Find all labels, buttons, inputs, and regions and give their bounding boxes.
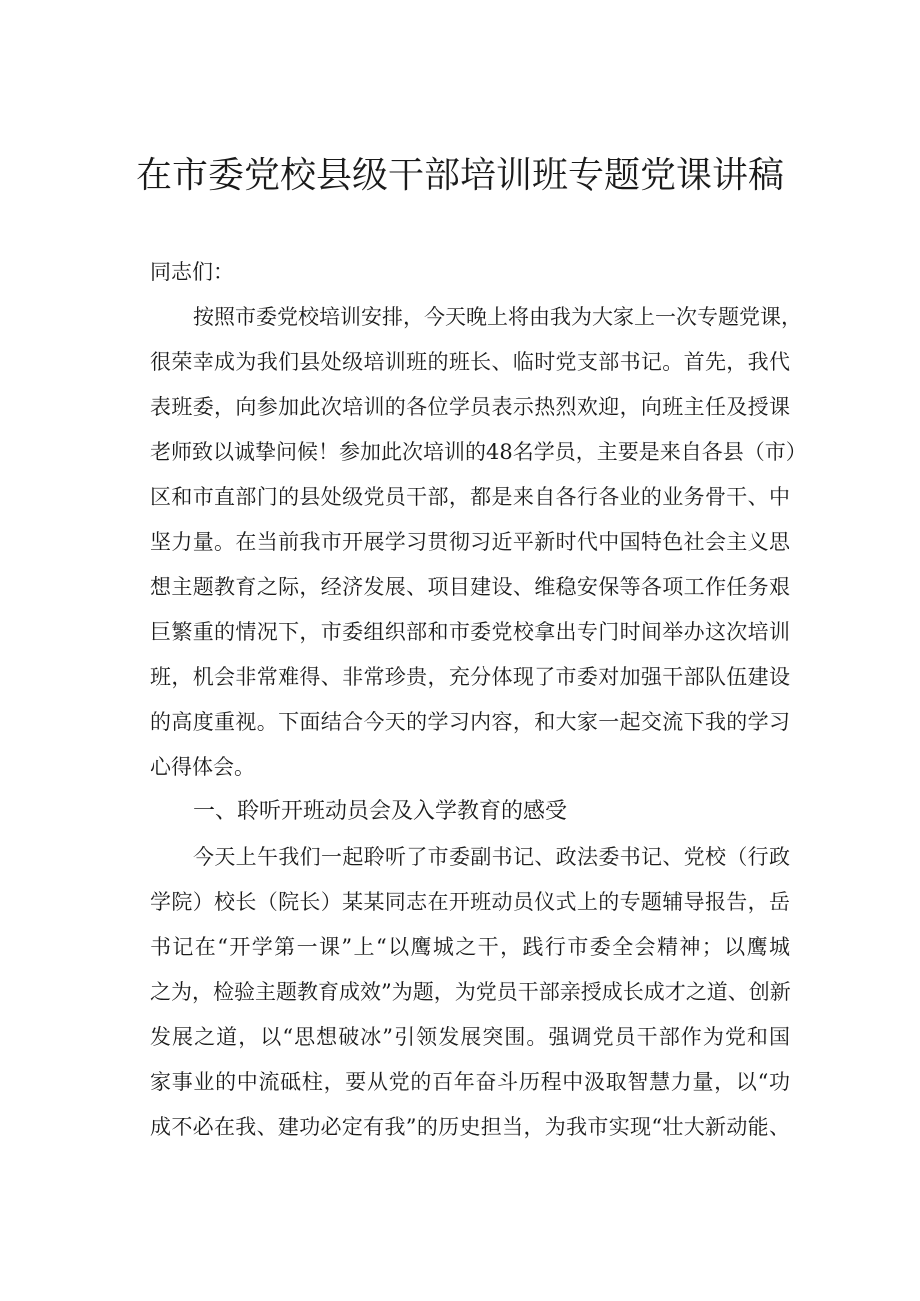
paragraph2-line: 学院）校长（院长）某某同志在开班动员仪式上的专题辅导报告，岳 bbox=[150, 890, 790, 914]
paragraph1-line: 心得体会。 bbox=[150, 755, 255, 779]
paragraph1-line: 巨繁重的情况下，市委组织部和市委党校拿出专门时间举办这次培训 bbox=[150, 620, 790, 644]
paragraph2-line: 成不必在我、建功必定有我”的历史担当，为我市实现“壮大新动能、 bbox=[150, 1115, 790, 1139]
paragraph1-line: 老师致以诚挚问候！参加此次培训的48名学员，主要是来自各县（市） bbox=[150, 440, 807, 464]
paragraph1-line: 坚力量。在当前我市开展学习贯彻习近平新时代中国特色社会主义思 bbox=[150, 530, 790, 554]
paragraph1-line: 想主题教育之际，经济发展、项目建设、维稳安保等各项工作任务艰 bbox=[150, 575, 790, 599]
paragraph2-line: 书记在“开学第一课”上“以鹰城之干，践行市委全会精神；以鹰城 bbox=[150, 935, 790, 959]
salutation: 同志们： bbox=[150, 260, 234, 284]
paragraph2-line: 今天上午我们一起聆听了市委副书记、政法委书记、党校（行政 bbox=[193, 845, 790, 869]
paragraph1-line: 的高度重视。下面结合今天的学习内容，和大家一起交流下我的学习 bbox=[150, 710, 790, 734]
paragraph2-line: 发展之道，以“思想破冰”引领发展突围。强调党员干部作为党和国 bbox=[150, 1025, 790, 1049]
document-title: 在市委党校县级干部培训班专题党课讲稿 bbox=[135, 155, 784, 196]
paragraph1-line: 很荣幸成为我们县处级培训班的班长、临时党支部书记。首先，我代 bbox=[150, 350, 790, 374]
paragraph2-line: 家事业的中流砥柱，要从党的百年奋斗历程中汲取智慧力量，以“功 bbox=[150, 1070, 790, 1094]
section-heading: 一、聆听开班动员会及入学教育的感受 bbox=[193, 799, 568, 824]
paragraph1-line: 按照市委党校培训安排，今天晚上将由我为大家上一次专题党课， bbox=[193, 305, 802, 329]
paragraph2-line: 之为，检验主题教育成效”为题，为党员干部亲授成长成才之道、创新 bbox=[150, 980, 791, 1004]
paragraph1-line: 班，机会非常难得、非常珍贵，充分体现了市委对加强干部队伍建设 bbox=[150, 665, 790, 689]
paragraph1-line: 区和市直部门的县处级党员干部，都是来自各行各业的业务骨干、中 bbox=[150, 485, 790, 509]
paragraph1-line: 表班委，向参加此次培训的各位学员表示热烈欢迎，向班主任及授课 bbox=[150, 395, 790, 419]
